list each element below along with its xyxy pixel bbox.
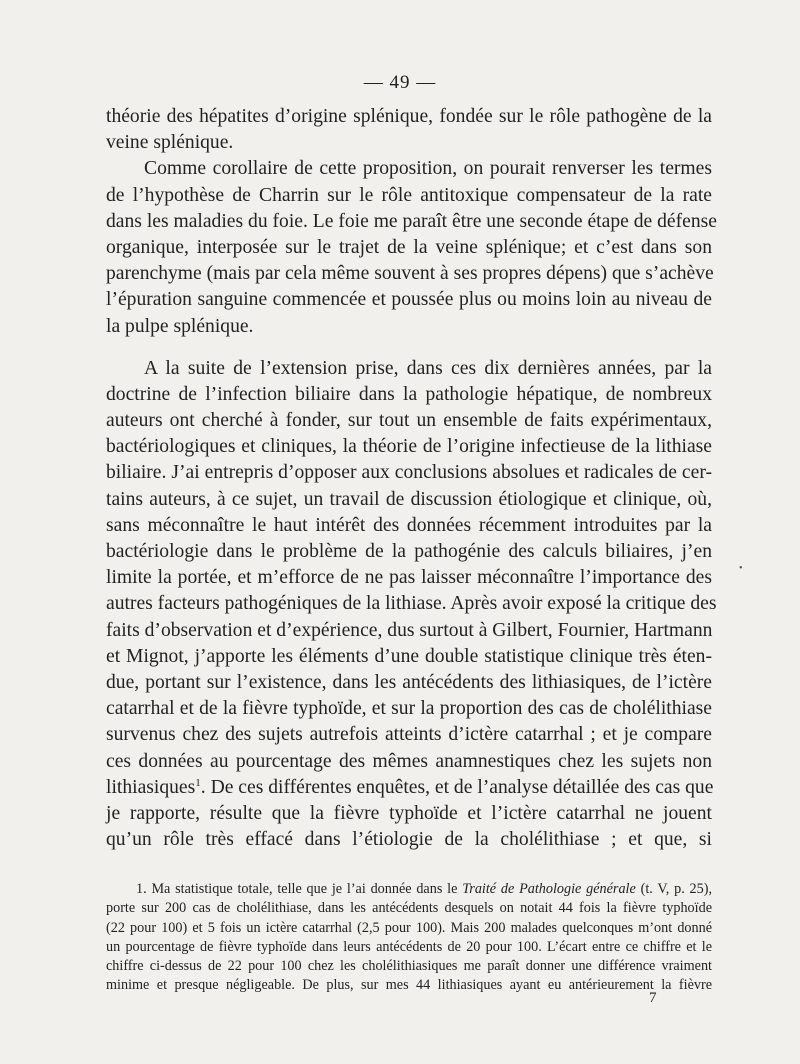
footnote-text: 1. Ma statistique totale, telle que je l’ai donnée dans le [136, 881, 458, 897]
text-fragment: De ces différentes enquêtes, et de l’analyse détaillée des cas que [210, 776, 714, 798]
text-line: survenus chez des sujets autrefois atteints d’ictère catarrhal ; et je compare [106, 724, 712, 746]
text-line: autres facteurs pathogéniques de la lithiase. Après avoir exposé la critique des [106, 593, 717, 615]
text-line: ces données au pourcentage des mêmes anamnestiques chez les sujets non [106, 750, 712, 772]
text-line: lithiasiques$^1$. De ces différentes enquêtes, et de l’analyse détaillée des cas que [106, 776, 714, 798]
footnote-line: porte sur 200 cas de cholélithiase, dans les antécédents desquels on notait 44 fois la fièvre typhoïde [106, 900, 712, 917]
footnote-text: (t. V, p. 25), [640, 881, 713, 897]
text-line: organique, interposée sur le trajet de la veine splénique; et c’est dans son [106, 236, 712, 258]
text-line: qu’un rôle très effacé dans l’étiologie de la cholélithiase ; et que, si [106, 829, 712, 851]
signature-mark: 7 [649, 990, 657, 1006]
text-line: dans les maladies du foie. Le foie me paraît être une seconde étape de défense [106, 210, 717, 232]
text-line: Comme corollaire de cette proposition, on pourait renverser les termes [144, 158, 712, 180]
text-line: catarrhal et de la fièvre typhoïde, et sur la proportion des cas de cholélithiase [106, 698, 712, 720]
text-line: auteurs ont cherché à fonder, sur tout un ensemble de faits expérimentaux, [106, 410, 712, 432]
footnote-line: chiffre ci-dessus de 22 pour 100 chez les cholélithiasiques me paraît donner une différence vraiment [106, 958, 712, 975]
text-line: bactériologie dans le problème de la pathogénie des calculs biliaires, j’en [106, 541, 712, 562]
text-line: A la suite de l’extension prise, dans ces dix dernières années, par la [144, 357, 712, 379]
text-line: limite la portée, et m’efforce de ne pas laisser méconnaître l’importance des [106, 567, 712, 589]
main-text [106, 104, 717, 853]
text-line: veine splénique. [106, 132, 234, 154]
stray-mark: • [739, 563, 743, 574]
text-line: théorie des hépatites d’origine splénique, fondée sur le rôle pathogène de la [106, 106, 712, 127]
text-line: parenchyme (mais par cela même souvent à ses propres dépens) que s’achève [106, 263, 714, 285]
footnote-book-title: Traité de Pathologie générale [462, 881, 636, 897]
footnote [106, 880, 712, 996]
text-line: biliaire. J’ai entrepris d’opposer aux conclusions absolues et radicales de cer- [106, 462, 712, 484]
text-line: je rapporte, résulte que la fièvre typhoïde et l’ictère catarrhal ne jouent [106, 802, 712, 824]
footnote-reference: 1 [195, 776, 201, 789]
text-line: la pulpe splénique. [106, 315, 254, 337]
text-line: sans méconnaître le haut intérêt des données récemment introduites par la [106, 514, 712, 536]
footnote-line [106, 880, 712, 899]
text-line: et Mignot, j’apporte les éléments d’une double statistique clinique très éten- [106, 645, 712, 667]
text-line: l’épuration sanguine commencée et poussée plus ou moins loin au niveau de [106, 289, 712, 311]
footnote-line: un pourcentage de fièvre typhoïde dans leurs antécédents de 20 pour 100. L’écart entre ce chiffre et le [106, 938, 712, 955]
text-line: tains auteurs, à ce sujet, un travail de discussion étiologique et clinique, où, [106, 488, 712, 510]
text-line: doctrine de l’infection biliaire dans la pathologie hépatique, de nombreux [106, 383, 712, 405]
footnote-line: (22 pour 100) et 5 fois un ictère catarrhal (2,5 pour 100). Mais 200 malades quelconques m’ont donné [106, 919, 712, 936]
text-line: bactériologiques et cliniques, la théorie de l’origine infectieuse de la lithiase [106, 436, 712, 458]
text-line: due, portant sur l’existence, dans les antécédents des lithiasiques, de l’ictère [106, 671, 712, 693]
text-line: faits d’observation et d’expérience, dus surtout à Gilbert, Fournier, Hartmann [106, 619, 713, 641]
text-fragment: lithiasiques [106, 776, 196, 798]
text-line: de l’hypothèse de Charrin sur le rôle antitoxique compensateur de la rate [106, 184, 712, 206]
footnote-line: minime et presque négligeable. De plus, sur mes 44 lithiasiques ayant eu antérieurement la fièvre [106, 977, 712, 994]
page-number: — 49 — [363, 72, 437, 93]
